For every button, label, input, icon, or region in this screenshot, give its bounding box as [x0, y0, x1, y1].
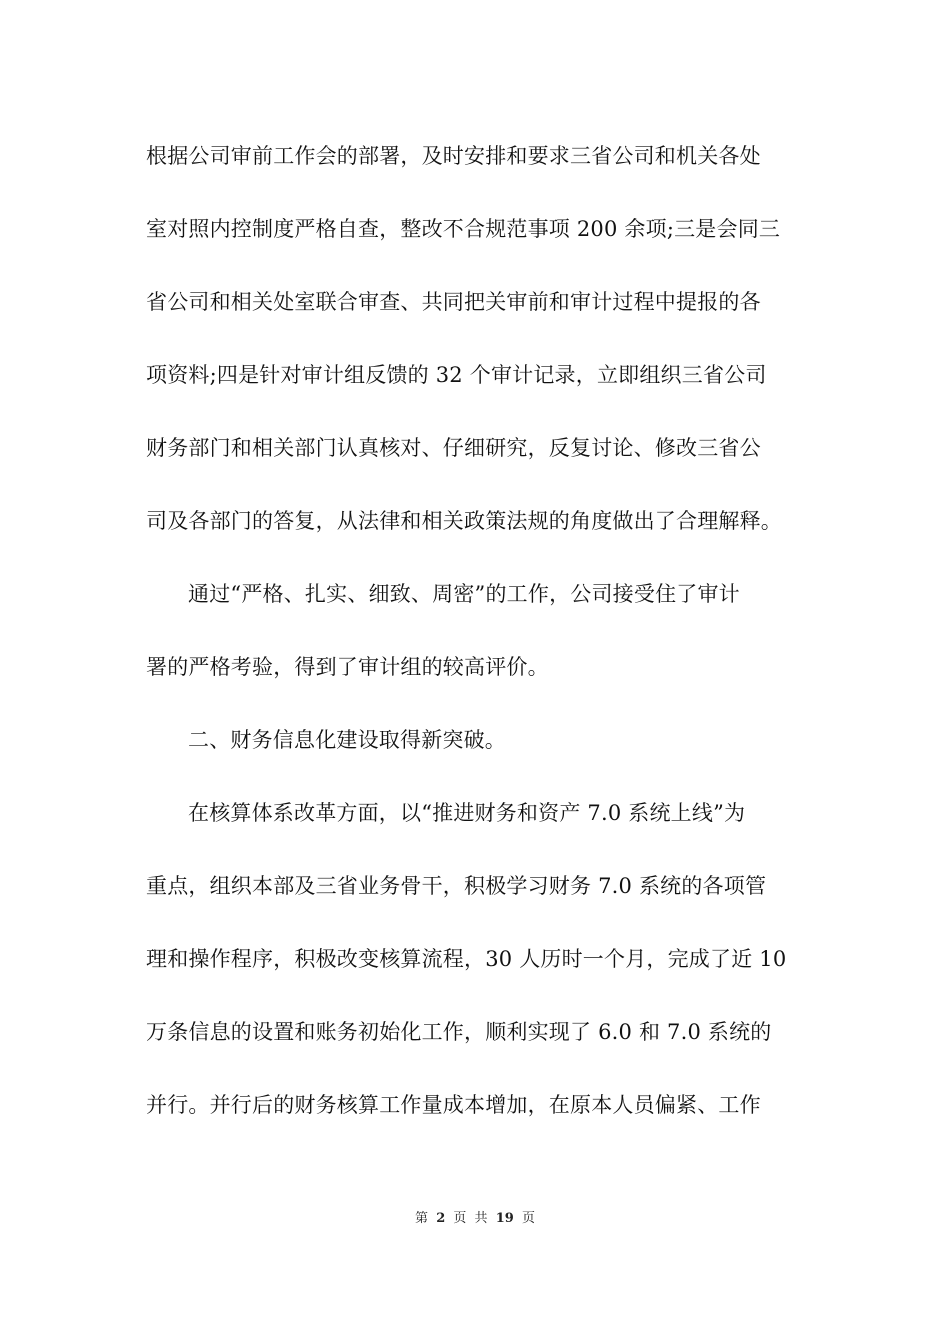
footer-total-word: 共: [474, 1211, 488, 1226]
text-line: 省公司和相关处室联合审查、共同把关审前和审计过程中提报的各: [146, 290, 761, 314]
section-heading: 二、财务信息化建设取得新突破。: [188, 728, 506, 752]
text-line: 室对照内控制度严格自查，整改不合规范事项 200 余项;三是会同三: [146, 217, 781, 241]
text-line: 司及各部门的答复，从法律和相关政策法规的角度做出了合理解释。: [146, 509, 782, 533]
text-line: 并行。并行后的财务核算工作量成本增加，在原本人员偏紧、工作: [146, 1093, 761, 1117]
text-line: 署的严格考验，得到了审计组的较高评价。: [146, 655, 549, 679]
page-footer: [0, 1210, 950, 1228]
text-line: 万条信息的设置和账务初始化工作，顺利实现了 6.0 和 7.0 系统的: [146, 1020, 772, 1044]
current-page-number: 2: [436, 1211, 446, 1226]
footer-prefix: 第: [415, 1211, 429, 1226]
text-line: 根据公司审前工作会的部署，及时安排和要求三省公司和机关各处: [146, 144, 761, 168]
footer-page-word: 页: [453, 1211, 467, 1226]
text-line: 在核算体系改革方面，以“推进财务和资产 7.0 系统上线”为: [188, 801, 746, 825]
text-line: 财务部门和相关部门认真核对、仔细研究，反复讨论、修改三省公: [146, 436, 761, 460]
text-line: 重点，组织本部及三省业务骨干，积极学习财务 7.0 系统的各项管: [146, 874, 767, 898]
text-line: 理和操作程序，积极改变核算流程，30 人历时一个月，完成了近 10: [146, 947, 787, 971]
text-line: 通过“严格、扎实、细致、周密”的工作，公司接受住了审计: [188, 582, 740, 606]
text-line: 项资料;四是针对审计组反馈的 32 个审计记录，立即组织三省公司: [146, 363, 767, 387]
total-page-number: 19: [495, 1211, 514, 1226]
footer-suffix: 页: [521, 1211, 535, 1226]
